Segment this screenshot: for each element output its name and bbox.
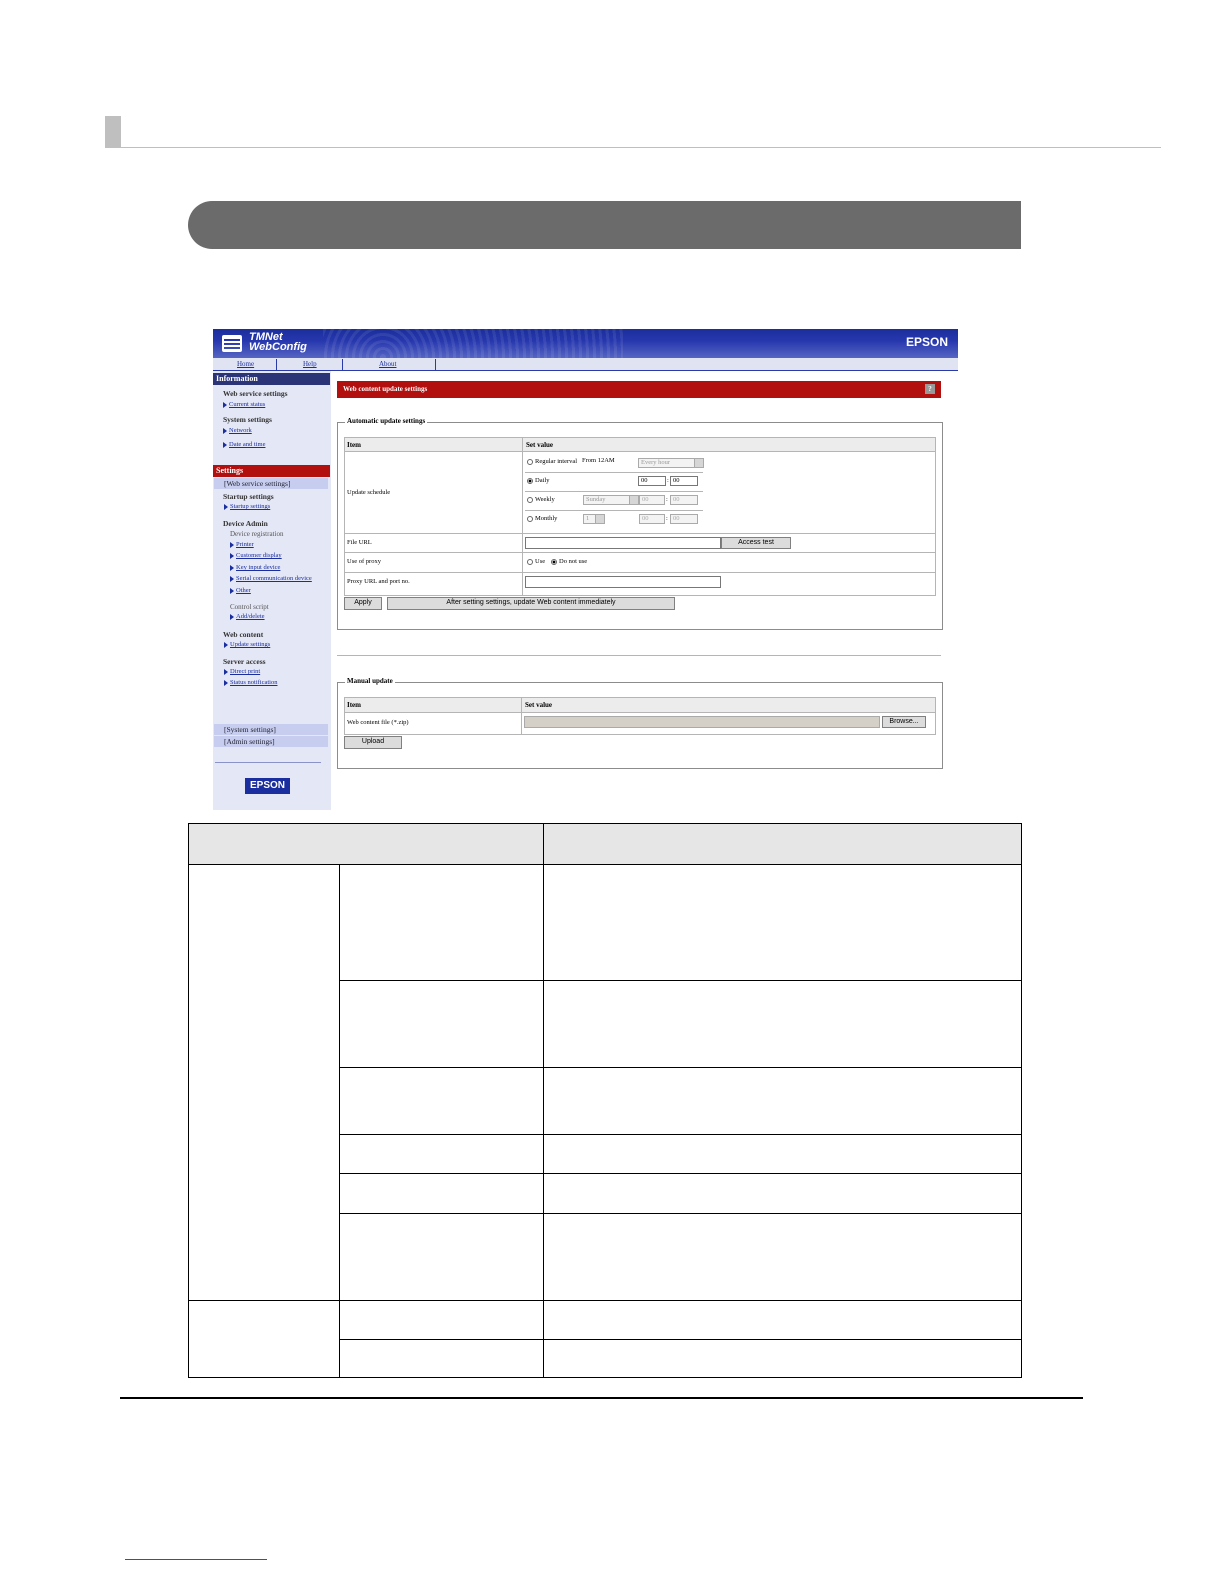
sidebar-link-key-input-device[interactable] [230,564,280,571]
chevron-down-icon [694,459,703,467]
triangle-right-icon [230,614,234,620]
browse-button[interactable]: Browse... [882,716,926,728]
radio-icon [527,516,533,522]
select-value: Sunday [586,496,606,503]
option-label: Do not use [559,558,588,565]
file-url-input[interactable] [525,537,721,549]
help-icon[interactable]: ? [925,384,935,394]
sidebar-link-label: Direct print [230,668,261,675]
section-marker [105,116,121,148]
nav-help-link[interactable]: Help [303,360,317,368]
daily-minute-input[interactable]: 00 [670,476,698,486]
app-header [213,329,958,358]
table-row-line [339,1067,1021,1068]
content-title: Web content update settings [343,385,428,393]
weekly-option[interactable] [527,496,555,503]
row-divider [345,712,935,713]
sidebar-link-update-settings[interactable] [224,641,270,648]
automatic-update-legend: Automatic update settings [347,417,426,425]
subrow-divider [525,510,703,511]
sidebar-admin-settings[interactable]: [Admin settings] [214,736,328,747]
weekly-hour-input[interactable]: 00 [639,495,665,505]
col-item: Item [347,701,361,709]
option-label: Daily [535,477,550,484]
tmnet-logo-icon [222,335,242,352]
table-row-line [339,1173,1021,1174]
sidebar-system-settings[interactable]: [System settings] [214,724,328,735]
manual-update-table [344,697,936,735]
auto-settings-table [344,437,936,596]
table-header-row [345,698,935,712]
web-content-file-label: Web content file (*.zip) [347,719,409,726]
radio-selected-icon [527,478,533,484]
select-value: Every hour [641,459,671,466]
file-url-label: File URL [347,539,372,546]
section-divider [337,655,941,656]
logo-line-2: WebConfig [249,341,307,353]
sidebar-control-script: Control script [230,603,269,611]
sidebar-device-registration: Device registration [230,530,284,538]
top-navigation [213,358,958,371]
logo-line-1: TMNet [249,331,283,343]
chevron-down-icon [629,496,638,504]
option-label: Weekly [535,496,555,503]
sidebar-link-other[interactable] [230,587,251,594]
sidebar-link-label: Customer display [236,552,282,559]
nav-about-link[interactable]: About [379,360,397,368]
triangle-right-icon [223,428,227,434]
proxy-do-not-use-option[interactable] [551,558,587,565]
triangle-right-icon [223,402,227,408]
sidebar-link-serial-device[interactable] [230,575,312,582]
col-item: Item [347,441,361,449]
triangle-right-icon [230,576,234,582]
column-divider [521,698,522,734]
sidebar-link-date-time[interactable] [223,441,265,448]
sidebar-epson-logo: EPSON [245,778,290,794]
sidebar-link-label: Printer [236,541,254,548]
sidebar-group-web-content: Web content [223,630,264,639]
sidebar-group-server-access: Server access [223,657,266,666]
apply-button[interactable]: Apply [344,597,382,610]
table-row-line [339,1339,1021,1340]
sidebar-group-startup: Startup settings [223,492,274,501]
row-divider [345,572,935,573]
sidebar-divider [215,762,321,763]
table-row-line [339,1213,1021,1214]
subrow-divider [525,472,703,473]
sidebar-link-direct-print[interactable] [224,668,260,675]
access-test-button[interactable]: Access test [721,537,791,549]
weekday-select[interactable] [583,495,639,505]
sidebar [213,371,331,810]
from-12am-label: From 12AM [582,457,615,464]
sidebar-link-label: Startup settings [230,503,271,510]
app-logo [249,332,307,352]
monthly-minute-input[interactable]: 00 [670,514,698,524]
nav-separator [276,359,277,370]
month-day-select[interactable] [583,514,605,524]
radio-icon [527,459,533,465]
header-rule [121,147,1161,148]
table-row-line [339,1134,1021,1135]
sidebar-link-current-status[interactable] [223,401,265,408]
web-content-file-input[interactable] [524,716,880,728]
epson-brand: EPSON [905,335,948,349]
row-divider [345,552,935,553]
daily-option[interactable] [527,477,549,484]
table-column-line [543,824,544,1377]
sidebar-link-printer[interactable] [230,541,254,548]
regular-interval-option[interactable] [527,458,577,465]
proxy-url-input[interactable] [525,576,721,588]
sidebar-link-network[interactable] [223,427,252,434]
description-table [188,823,1022,1378]
sidebar-group-device-admin: Device Admin [223,519,268,528]
sidebar-group-system: System settings [223,415,272,424]
sidebar-group-web-service: Web service settings [223,389,288,398]
description-table-header [189,824,1021,865]
option-label: Monthly [535,515,558,522]
sidebar-link-startup-settings[interactable] [224,503,270,510]
daily-hour-input[interactable]: 00 [638,476,666,486]
interval-select[interactable] [638,458,704,468]
nav-home-link[interactable]: Home [237,360,255,368]
table-row-line [189,1300,1021,1301]
upload-button[interactable]: Upload [344,736,402,749]
monthly-hour-input[interactable]: 00 [639,514,665,524]
triangle-right-icon [223,442,227,448]
webconfig-screenshot [213,329,958,810]
sidebar-heading-information: Information [213,373,330,385]
table-row-line [339,980,1021,981]
triangle-right-icon [224,669,228,675]
manual-update-legend: Manual update [347,677,393,685]
footer-link-underline [125,1559,267,1560]
nav-separator [342,359,343,370]
row-divider [345,533,935,534]
time-colon: : [666,515,668,522]
time-colon: : [667,477,669,484]
triangle-right-icon [224,504,228,510]
nav-separator [435,359,436,370]
col-set-value: Set value [525,701,553,709]
radio-icon [527,559,533,565]
content-titlebar [337,381,941,398]
proxy-url-label: Proxy URL and port no. [347,578,410,585]
sidebar-link-label: Network [229,427,252,434]
subrow-divider [525,491,703,492]
sidebar-heading-settings: Settings [213,465,330,477]
option-label: Use [535,558,546,565]
triangle-right-icon [224,680,228,686]
triangle-right-icon [224,642,228,648]
option-label: Regular interval [535,458,578,465]
sidebar-link-customer-display[interactable] [230,552,282,559]
time-colon: : [666,496,668,503]
sidebar-web-service-settings[interactable]: [Web service settings] [214,478,328,489]
update-schedule-label: Update schedule [347,489,391,496]
col-set-value: Set value [526,441,554,449]
triangle-right-icon [230,553,234,559]
sidebar-link-label: Key input device [236,564,281,571]
use-of-proxy-label: Use of proxy [347,558,381,565]
section-banner [188,201,1021,249]
row-divider [345,451,935,452]
sidebar-link-label: Current status [229,401,266,408]
sidebar-link-label: Date and time [229,441,266,448]
triangle-right-icon [230,542,234,548]
sidebar-link-label: Serial communication device [236,575,312,582]
proxy-use-option[interactable] [527,558,545,565]
sidebar-link-label: Status notification [230,679,278,686]
update-immediately-button[interactable]: After setting settings, update Web content immediately [387,597,675,610]
table-header-row [345,438,935,451]
radio-selected-icon [551,559,557,565]
triangle-right-icon [230,565,234,571]
select-value: 1 [586,515,590,522]
sidebar-link-label: Update settings [230,641,271,648]
chevron-down-icon [595,515,604,523]
weekly-minute-input[interactable]: 00 [670,495,698,505]
sidebar-link-status-notification[interactable] [224,679,277,686]
monthly-option[interactable] [527,515,557,522]
sidebar-link-add-delete[interactable] [230,613,265,620]
sidebar-link-label: Other [236,587,251,594]
radio-icon [527,497,533,503]
footer-rule [120,1397,1083,1399]
sidebar-link-label: Add/delete [236,613,265,620]
triangle-right-icon [230,588,234,594]
header-decoration [323,329,623,358]
